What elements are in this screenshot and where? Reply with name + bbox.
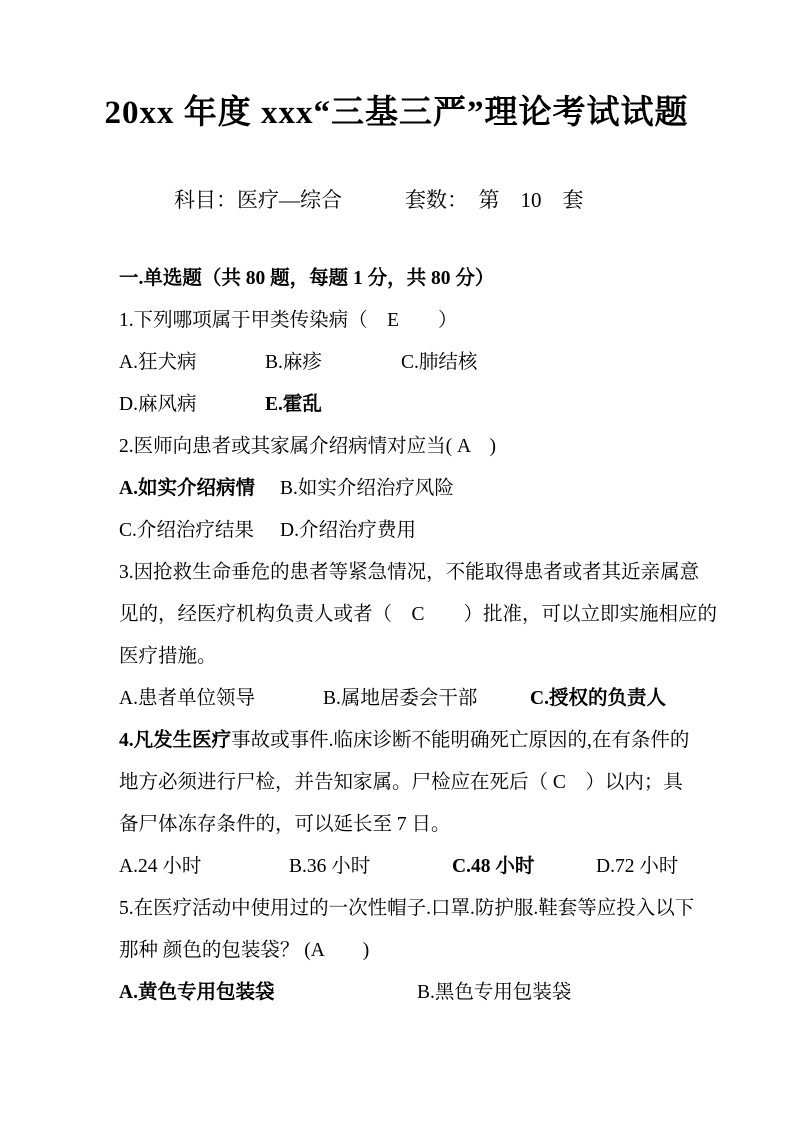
q2-options-row2: [119, 510, 759, 552]
q1-stem-run: 1.下列哪项属于甲类传染病（ E ）: [119, 310, 458, 331]
q1-options-row1-run: A.狂犬病: [119, 352, 197, 373]
q5-stem-line2: [119, 930, 759, 972]
exam-body: [119, 258, 759, 1014]
q4-stem-line3: [119, 804, 759, 846]
q4-stem-line1-run: 4.凡发生医疗: [119, 730, 232, 751]
q3-stem-line1-run: 3.因抢救生命垂危的患者等紧急情况，不能取得患者或者其近亲属意: [119, 562, 700, 583]
q3-stem-line2-run: 见的，经医疗机构负责人或者（ C ）批准，可以立即实施相应的: [119, 604, 718, 625]
q4-stem-line3-run: 备尸体冻存条件的，可以延长至 7 日。: [119, 814, 451, 835]
q4-options-row1-run: A.24 小时: [119, 856, 202, 877]
q3-options-row1: [119, 678, 759, 720]
q1-options-row2: [119, 384, 759, 426]
q5-options-row1: [119, 972, 759, 1014]
q1-options-row2-run: E.霍乱: [265, 394, 322, 415]
q2-stem-run: 2.医师向患者或其家属介绍病情对应当( A ): [119, 436, 496, 457]
q3-options-row1-run: A.患者单位领导: [119, 688, 255, 709]
q4-stem-line2: [119, 762, 759, 804]
q5-options-row1-run: A.黄色专用包装袋: [119, 982, 275, 1003]
q4-options-row1-run: D.72 小时: [596, 856, 679, 877]
q3-options-row1-run: C.授权的负责人: [530, 688, 666, 709]
q2-options-row2-run: C.介绍治疗结果: [119, 520, 254, 541]
q2-options-row1-run: B.如实介绍治疗风险: [280, 478, 454, 499]
q3-options-row1-run: B.属地居委会干部: [323, 688, 478, 709]
q1-options-row2-run: D.麻风病: [119, 394, 197, 415]
q5-stem-line1-run: 5.在医疗活动中使用过的一次性帽子.口罩.防护服.鞋套等应投入以下: [119, 898, 695, 919]
q3-stem-line1: [119, 552, 759, 594]
section-heading-run: 一.单选题（共 80 题，每题 1 分，共 80 分）: [119, 268, 495, 289]
page-title: 20xx 年度 xxx“三基三严”理论考试试题: [104, 95, 689, 131]
section-heading: [119, 258, 759, 300]
q1-options-row1: [119, 342, 759, 384]
q2-options-row1-run: A.如实介绍病情: [119, 478, 255, 499]
q5-stem-line1: [119, 888, 759, 930]
q4-stem-line1-run: 事故或事件.临床诊断不能明确死亡原因的,在有条件的: [231, 730, 690, 751]
q4-stem-line1: [119, 720, 759, 762]
q2-stem: [119, 426, 759, 468]
q1-options-row1-run: B.麻疹: [265, 352, 322, 373]
q5-stem-line2-run: 那种 颜色的包装袋？ (A ): [119, 940, 370, 961]
q5-options-row1-run: B.黑色专用包装袋: [417, 982, 572, 1003]
q3-stem-line2: [119, 594, 759, 636]
q2-options-row1: [119, 468, 759, 510]
q1-stem: [119, 300, 759, 342]
q3-stem-line3: [119, 636, 759, 678]
q1-options-row1-run: C.肺结核: [401, 352, 478, 373]
q4-options-row1: [119, 846, 759, 888]
q4-stem-line2-run: 地方必须进行尸检，并告知家属。尸检应在死后（ C ）以内；具: [119, 772, 683, 793]
q3-stem-line3-run: 医疗措施。: [119, 646, 217, 667]
q2-options-row2-run: D.介绍治疗费用: [280, 520, 416, 541]
q4-options-row1-run: C.48 小时: [452, 856, 535, 877]
exam-meta-line: 科目：医疗—综合 套数： 第 10 套: [174, 188, 584, 212]
q4-options-row1-run: B.36 小时: [289, 856, 371, 877]
